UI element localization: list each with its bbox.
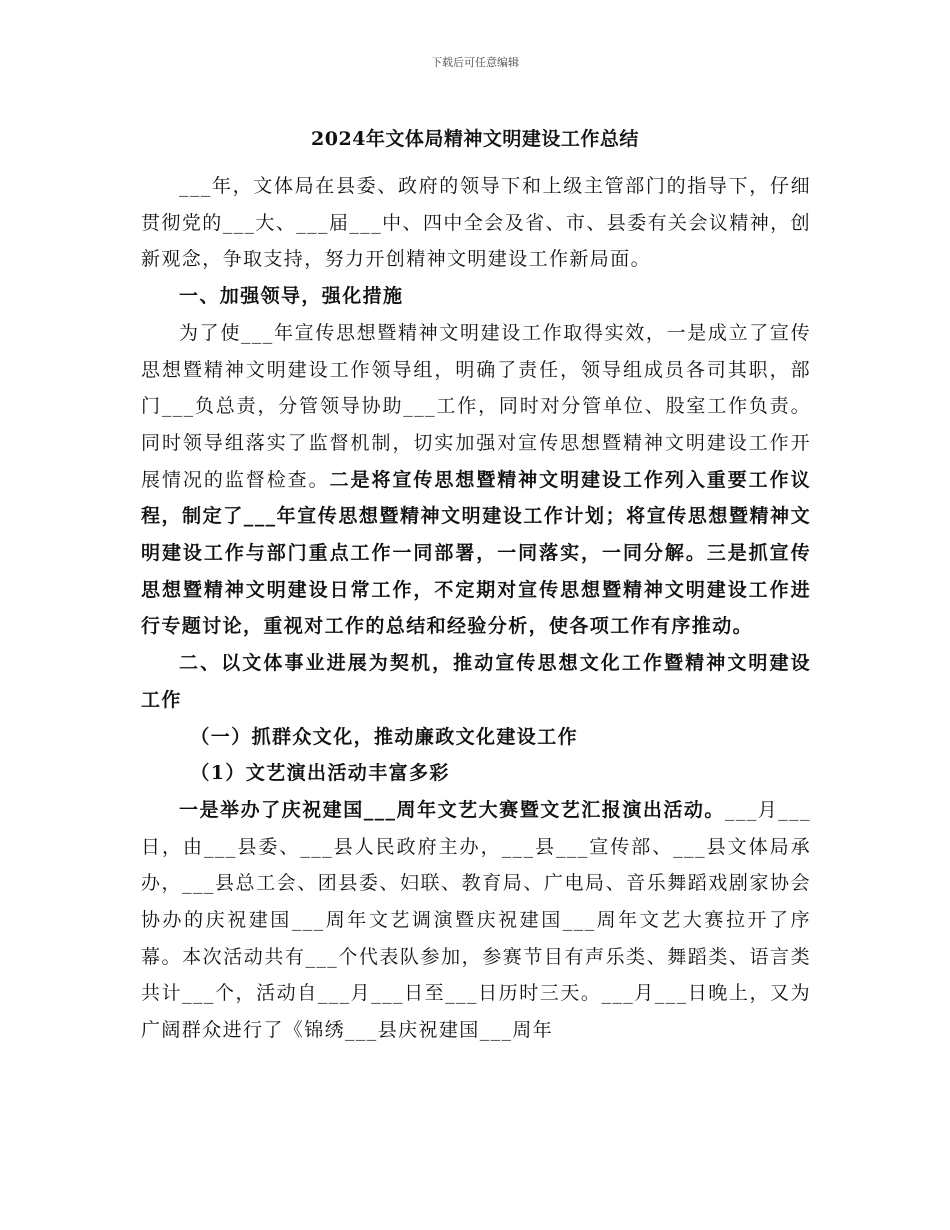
document-body [141, 168, 811, 1049]
document-title: 2024年文体局精神文明建设工作总结 [311, 128, 639, 150]
section-1-paragraph [141, 315, 811, 645]
section-heading-2: 二、以文体事业进展为契机，推动宣传思想文化工作暨精神文明建设工作 [141, 652, 811, 711]
section-2-paragraph [141, 792, 811, 1049]
section-2-bold-text: 一是举办了庆祝建国___周年文艺大赛暨文艺汇报演出活动。 [179, 798, 725, 821]
subsection-heading-1: （一）抓群众文化，推动廉政文化建设工作 [190, 725, 578, 748]
intro-paragraph: ___年，文体局在县委、政府的领导下和上级主管部门的指导下，仔细贯彻党的___大、___届___中、四中全会及省、市、县委有关会议精神，创新观念，争取支持，努力开创精神文明建设工作新局面。 [141, 175, 811, 271]
section-2-text: ___月___日，由___县委、___县人民政府主办，___县___宣传部、___县文体局承办，___县总工会、团县委、妇联、教育局、广电局、音乐舞蹈戏剧家协会协办的庆祝建国___周年文艺调演暨庆祝建国___周年文艺大赛拉开了序幕。本次活动共有___个代表队参加，参赛节目有声乐类、舞蹈类、语言类共计___个，活动自___月___日至___日历时三天。___月___日晚上，又为广阔群众进行了《锦绣___县庆祝建国___周年 [141, 798, 811, 1042]
section-1-text: 为了使___年宣传思想暨精神文明建设工作取得实效，一是成立了宣传思想暨精神文明建设工作领导组，明确了责任，领导组成员各司其职，部门___负总责，分管领导协助___工作，同时对分管单位、股室工作负责。同时领导组落实了监督机制，切实加强对宣传思想暨精神文明建设工作开展情况的监督检查。 [141, 321, 811, 491]
header-note: 下载后可任意编辑 [431, 56, 519, 69]
section-heading-1: 一、加强领导，强化措施 [179, 285, 404, 308]
subsection-heading-1-1: （1）文艺演出活动丰富多彩 [190, 762, 450, 785]
section-1-bold-text: 二是将宣传思想暨精神文明建设工作列入重要工作议程，制定了___年宣传思想暨精神文明建设工作计划；将宣传思想暨精神文明建设工作与部门重点工作一同部署，一同落实，一同分解。三是抓宣传思想暨精神文明建设日常工作，不定期对宣传思想暨精神文明建设工作进行专题讨论，重视对工作的总结和经验分析，使各项工作有序推动。 [141, 468, 811, 638]
